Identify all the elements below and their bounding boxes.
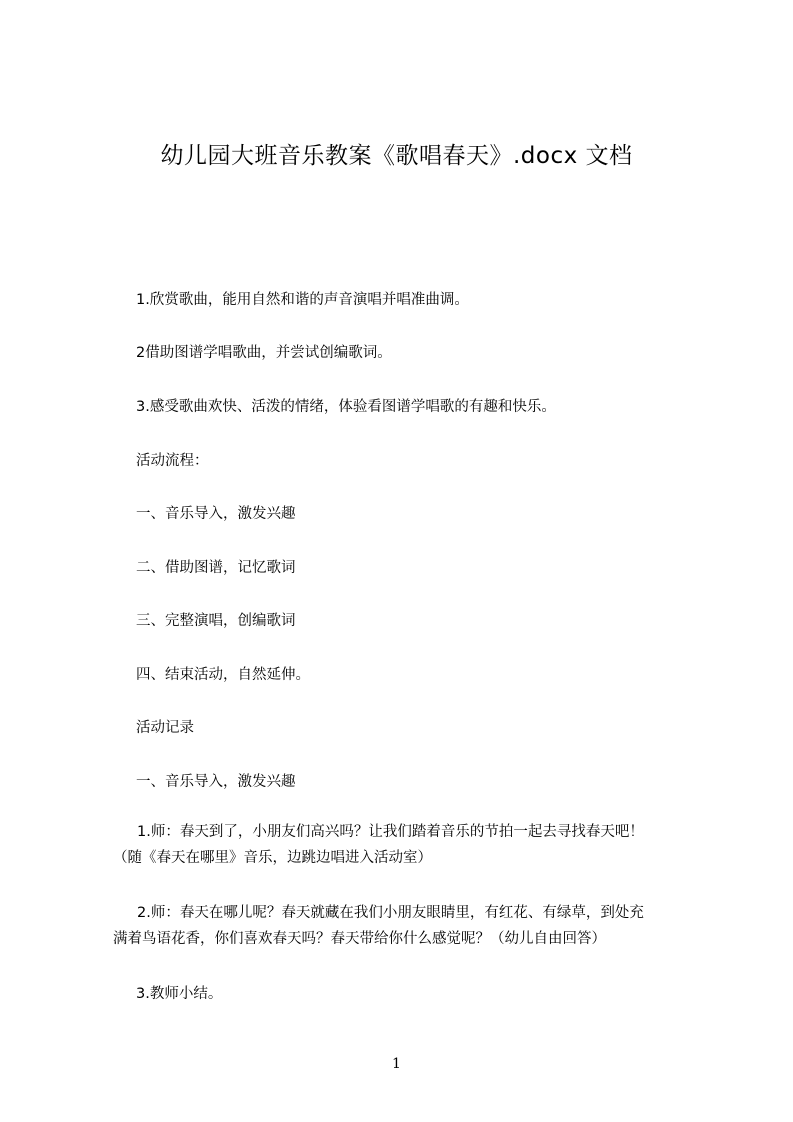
record-section-1-heading: 一、音乐导入，激发兴趣: [136, 774, 296, 790]
activity-flow-heading: 活动流程：: [136, 453, 209, 469]
objective-3: 3.感受歌曲欢快、活泼的情绪，体验看图谱学唱歌的有趣和快乐。: [136, 399, 556, 415]
record-paragraph-1: [113, 819, 713, 871]
teacher-summary-line: 3.教师小结。: [136, 986, 223, 1002]
document-title: 幼儿园大班音乐教案《歌唱春天》.docx 文档: [160, 143, 633, 169]
record-paragraph-2: [113, 900, 713, 952]
objective-2: 2借助图谱学唱歌曲，并尝试创编歌词。: [136, 345, 392, 361]
objective-1: 1.欣赏歌曲，能用自然和谐的声音演唱并唱准曲调。: [136, 292, 469, 308]
paragraph-line: 满着鸟语花香，你们喜欢春天吗？春天带给你什么感觉呢？（幼儿自由回答）: [113, 931, 606, 947]
flow-step-4: 四、结束活动，自然延伸。: [136, 667, 310, 683]
paragraph-line: （随《春天在哪里》音乐，边跳边唱进入活动室）: [113, 850, 432, 866]
flow-step-1: 一、音乐导入，激发兴趣: [136, 506, 296, 522]
page-number: 1: [392, 1056, 401, 1072]
flow-step-3: 三、完整演唱，创编歌词: [136, 613, 296, 629]
activity-record-heading: 活动记录: [136, 720, 194, 736]
paragraph-line: 1.师：春天到了，小朋友们高兴吗？让我们踏着音乐的节拍一起去寻找春天吧！: [137, 824, 644, 840]
flow-step-2: 二、借助图谱，记忆歌词: [136, 560, 296, 576]
paragraph-line: 2.师：春天在哪儿呢？春天就藏在我们小朋友眼睛里，有红花、有绿草，到处充: [137, 905, 644, 921]
